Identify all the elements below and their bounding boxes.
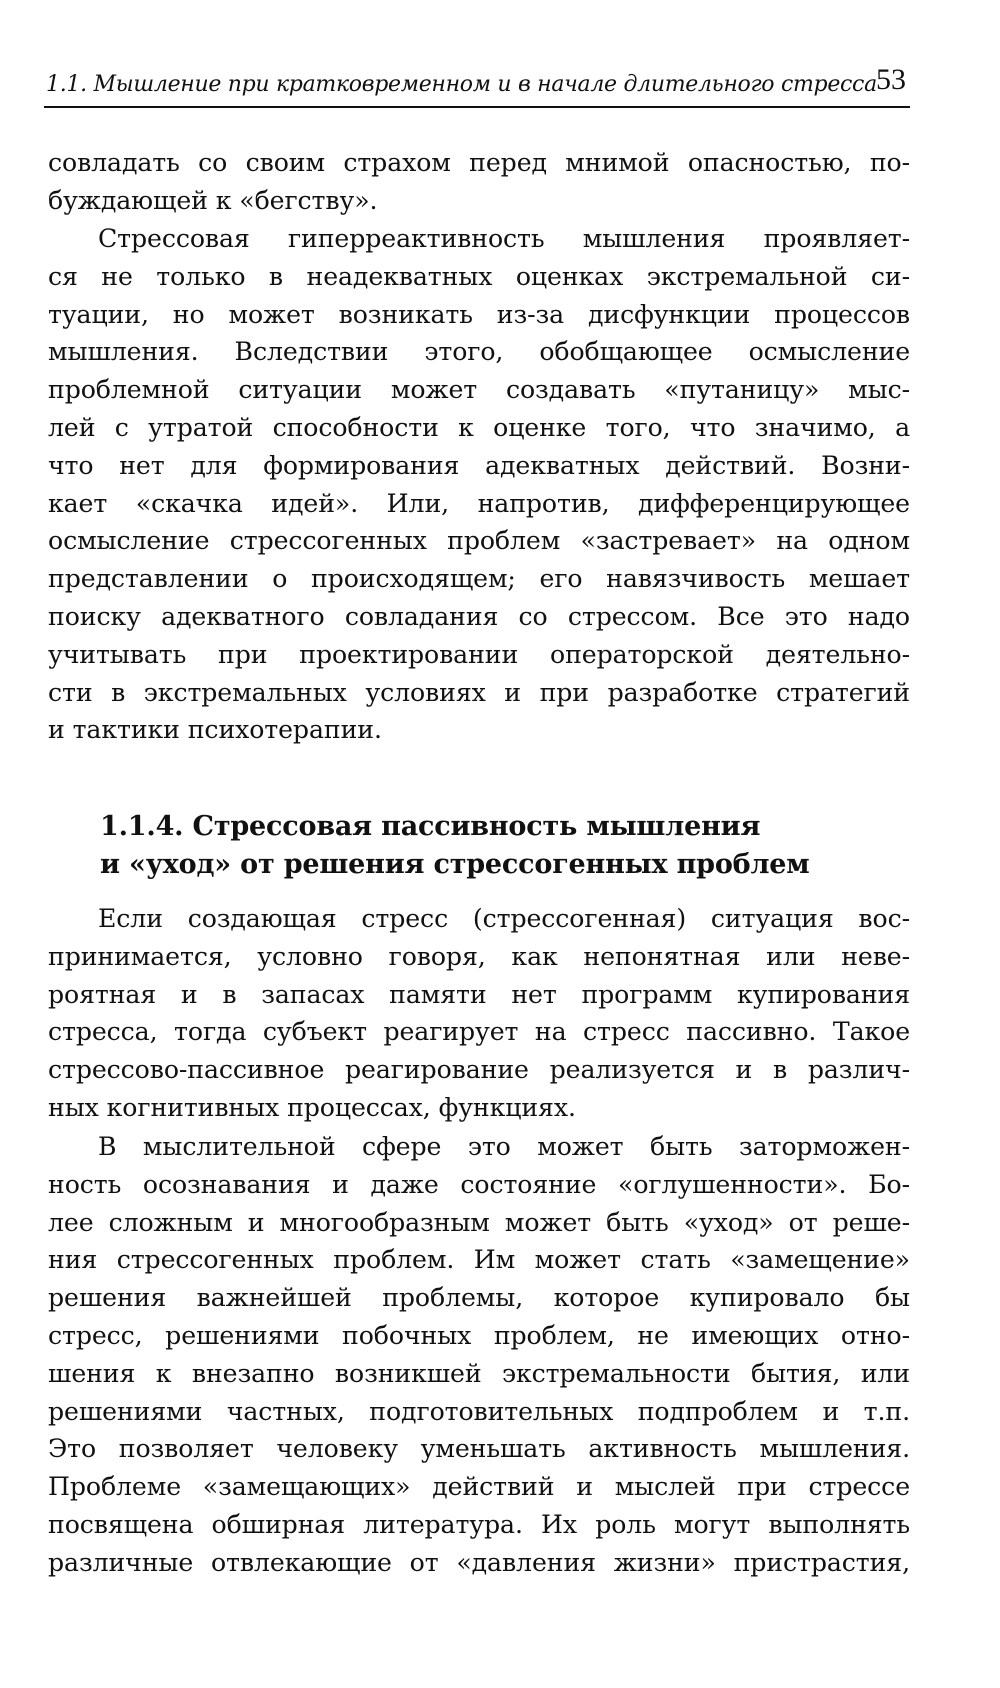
text-line: лей с утратой способности к оценке того, что значимо, а (48, 412, 910, 442)
text-line: ных когнитивных процессах, функциях. (48, 1092, 576, 1122)
text-line: и тактики психотерапии. (48, 715, 382, 745)
text-line: осмысление стрессогенных проблем «застревает» на одном (48, 526, 910, 556)
text-line: поиску адекватного совладания со стрессом. Все это надо (48, 601, 910, 631)
text-line: мышления. Вследствии этого, обобщающее осмысление (48, 337, 910, 367)
paragraph-thinking-sphere (48, 1128, 910, 1582)
text-line: стресса, тогда субъект реагирует на стресс пассивно. Такое (48, 1017, 910, 1047)
paragraph-hyperreactivity (48, 220, 910, 749)
running-title: 1.1. Мышление при кратковременном и в начале длительного стресса (46, 72, 877, 97)
section-heading (100, 808, 900, 884)
running-header (44, 62, 910, 108)
text-line: шения к внезапно возникшей экстремальности бытия, или (48, 1358, 910, 1388)
text-line: Если создающая стресс (стрессогенная) ситуация вос- (98, 904, 910, 933)
section-heading-line: и «уход» от решения стрессогенных проблем (100, 849, 810, 880)
text-line: решениями частных, подготовительных подпроблем и т.п. (48, 1396, 910, 1426)
section-heading-line: 1.1.4. Стрессовая пассивность мышления (100, 811, 761, 842)
text-line: совладать со своим страхом перед мнимой опасностью, по- (48, 148, 910, 177)
text-line: проблемной ситуации может создавать «путаницу» мыс- (48, 375, 910, 405)
text-line: ся не только в неадекватных оценках экстремальной си- (48, 261, 910, 291)
text-line: туации, но может возникать из-за дисфункции процессов (48, 299, 910, 329)
text-line: стрессово-пассивное реагирование реализуется и в различ- (48, 1055, 910, 1085)
text-line: Стрессовая гиперреактивность мышления проявляет- (98, 224, 910, 253)
text-line: сти в экстремальных условиях и при разработке стратегий (48, 677, 910, 707)
text-line: что нет для формирования адекватных действий. Возни- (48, 450, 910, 480)
text-line: буждающей к «бегству». (48, 185, 378, 215)
text-line: кает «скачка идей». Или, напротив, дифференцирующее (48, 488, 910, 518)
text-line: ния стрессогенных проблем. Им может стать «замещение» (48, 1245, 910, 1275)
text-line: решения важнейшей проблемы, которое купировало бы (48, 1283, 910, 1313)
text-line: ность осознавания и даже состояние «оглушенности». Бо- (48, 1169, 910, 1199)
text-line: роятная и в запасах памяти нет программ купирования (48, 979, 910, 1009)
text-line: различные отвлекающие от «давления жизни» пристрастия, (48, 1547, 910, 1577)
text-line: Проблеме «замещающих» действий и мыслей при стрессе (48, 1472, 910, 1502)
text-line: учитывать при проектировании операторской деятельно- (48, 639, 910, 669)
text-line: принимается, условно говоря, как непонятная или неве- (48, 941, 910, 971)
text-line: стресс, решениями побочных проблем, не имеющих отно- (48, 1320, 910, 1350)
page-number: 53 (876, 63, 906, 96)
text-line: лее сложным и многообразным может быть «уход» от реше- (48, 1207, 910, 1237)
text-line: В мыслительной сфере это может быть заторможен- (98, 1132, 910, 1161)
text-line: представлении о происходящем; его навязчивость мешает (48, 564, 910, 594)
text-line: Это позволяет человеку уменьшать активность мышления. (48, 1434, 910, 1464)
paragraph-passive-reaction (48, 900, 910, 1127)
text-line: посвящена обширная литература. Их роль могут выполнять (48, 1509, 910, 1539)
paragraph-continuation (48, 144, 910, 220)
